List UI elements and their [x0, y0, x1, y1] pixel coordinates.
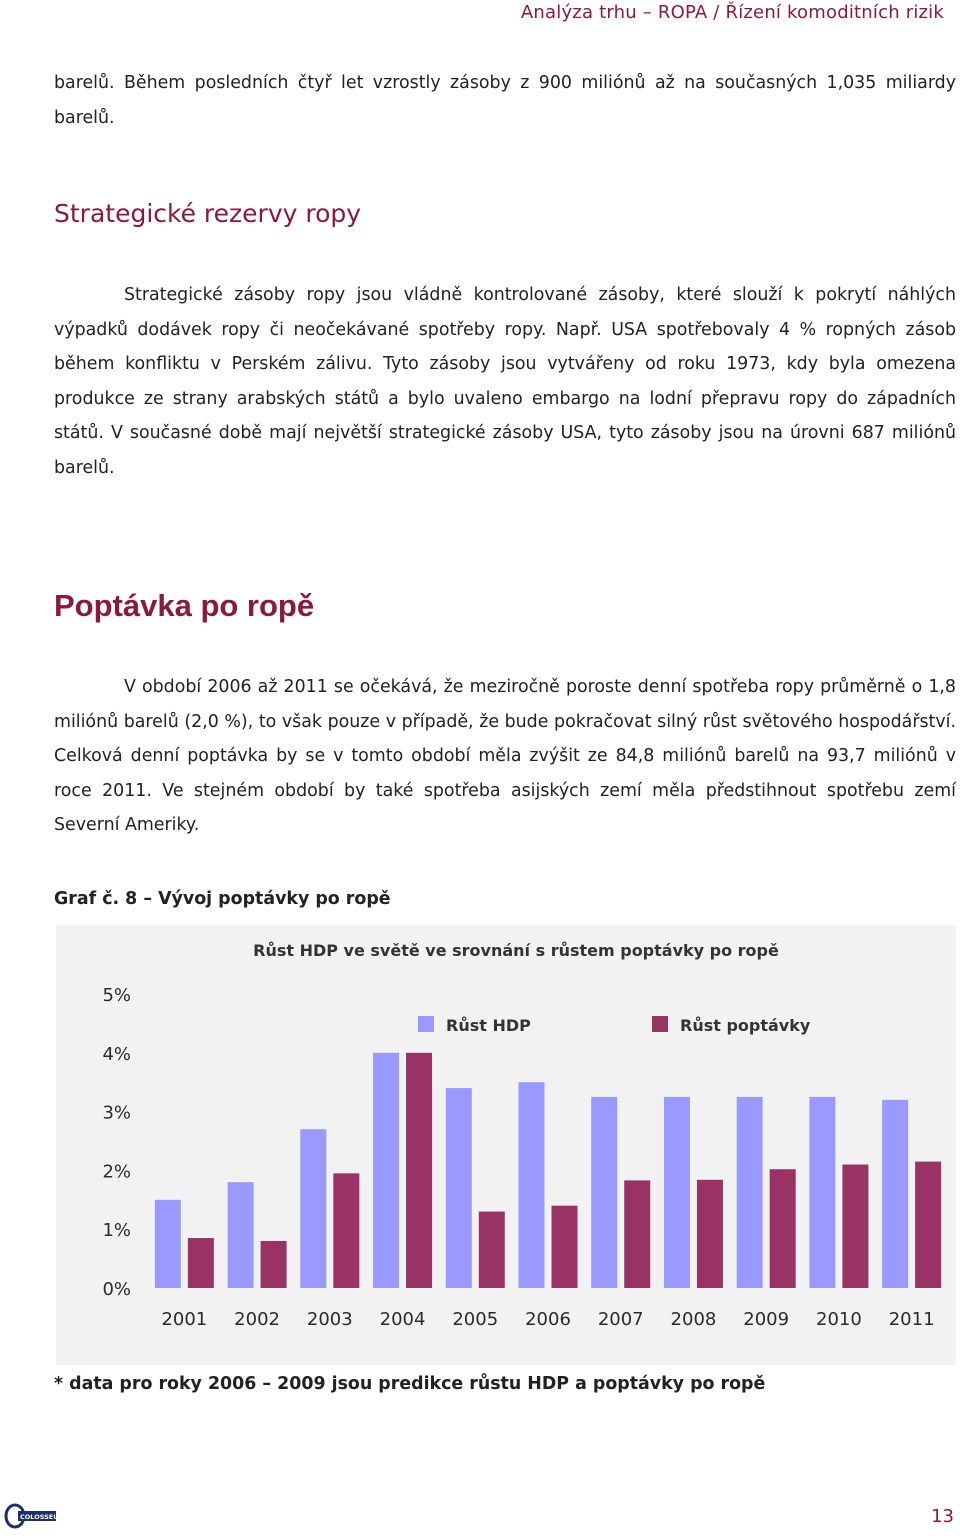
x-tick-label: 2005 — [452, 1309, 499, 1330]
figure-footnote: * data pro roky 2006 – 2009 jsou predikce růstu HDP a poptávky po ropě — [54, 1374, 766, 1394]
demand-paragraph: V období 2006 až 2011 se očekává, že meziročně poroste denní spotřeba ropy průměrně o 1,8 miliónů barelů (2,0 %), to však pouze v případě, že bude pokračovat silný růst světového hospodářství. Celková denní poptávka by se v tomto období měla zvýšit ze 84,8 miliónů barelů na 93,7 miliónů v roce 2011. Ve stejném období by také spotřeba asijských zemí měla předstihnout spotřebu zemí Severní Ameriky. — [54, 677, 956, 836]
bar-poptavka-2011 — [915, 1162, 941, 1288]
intro-paragraph: barelů. Během posledních čtyř let vzrostly zásoby z 900 miliónů až na současných 1,035 miliardy barelů. — [54, 73, 956, 128]
section-heading-reserves: Strategické rezervy ropy — [54, 199, 362, 228]
bar-poptavka-2009 — [770, 1169, 796, 1288]
bar-hdp-2007 — [591, 1097, 617, 1288]
bar-hdp-2002 — [228, 1182, 254, 1288]
x-tick-label: 2007 — [597, 1309, 644, 1330]
x-tick-label: 2006 — [525, 1309, 571, 1330]
chart-title: Růst HDP ve světě ve srovnání s růstem poptávky po ropě — [253, 941, 779, 960]
x-tick-label: 2004 — [379, 1309, 426, 1330]
x-tick-label: 2011 — [888, 1309, 935, 1330]
y-tick-label: 4% — [102, 1043, 131, 1065]
logo-text: COLOSSEUM — [20, 1513, 65, 1521]
y-tick-label: 1% — [102, 1220, 131, 1242]
bar-hdp-2011 — [882, 1100, 908, 1288]
bar-poptavka-2005 — [479, 1212, 505, 1288]
header-title: Analýza trhu – ROPA / Řízení komoditních rizik — [520, 2, 944, 23]
page-number: 13 — [931, 1506, 954, 1527]
x-tick-label: 2009 — [743, 1309, 790, 1330]
y-tick-label: 2% — [102, 1161, 131, 1183]
bar-hdp-2004 — [373, 1053, 399, 1288]
bar-hdp-2010 — [809, 1097, 835, 1288]
bar-hdp-2009 — [737, 1097, 763, 1288]
legend-swatch-1 — [418, 1016, 434, 1032]
bar-chart — [56, 925, 956, 1365]
bar-poptavka-2006 — [552, 1206, 578, 1288]
x-tick-label: 2001 — [161, 1309, 208, 1330]
bar-poptavka-2010 — [842, 1165, 868, 1288]
x-tick-label: 2003 — [306, 1309, 353, 1330]
chart-container — [56, 925, 956, 1365]
bar-hdp-2006 — [519, 1082, 545, 1288]
y-tick-label: 3% — [102, 1102, 131, 1124]
bar-poptavka-2004 — [406, 1053, 432, 1288]
bar-poptavka-2002 — [261, 1241, 287, 1288]
section-heading-demand: Poptávka po ropě — [54, 588, 315, 623]
legend-swatch-2 — [652, 1016, 668, 1032]
legend-label-2: Růst poptávky — [680, 1016, 811, 1035]
bar-hdp-2003 — [300, 1129, 326, 1288]
colosseum-logo — [4, 1502, 65, 1530]
x-tick-label: 2010 — [816, 1309, 862, 1330]
bar-poptavka-2007 — [624, 1180, 650, 1288]
bar-poptavka-2003 — [333, 1173, 359, 1288]
bar-poptavka-2008 — [697, 1180, 723, 1288]
bar-poptavka-2001 — [188, 1238, 214, 1288]
x-tick-label: 2002 — [234, 1309, 280, 1330]
x-tick-label: 2008 — [670, 1309, 717, 1330]
bar-hdp-2008 — [664, 1097, 690, 1288]
bar-hdp-2005 — [446, 1088, 472, 1288]
legend-label-1: Růst HDP — [446, 1016, 531, 1035]
reserves-paragraph: Strategické zásoby ropy jsou vládně kontrolované zásoby, které slouží k pokrytí náhlých výpadků dodávek ropy či neočekávané spotřeby ropy. Např. USA spotřebovaly 4 % ropných zásob během konfliktu v Perském zálivu. Tyto zásoby jsou vytvářeny od roku 1973, kdy byla omezena produkce ze strany arabských států a bylo uvaleno embargo na lodní přepravu ropy do západních států. V současné době mají největší strategické zásoby USA, tyto zásoby jsou na úrovni 687 miliónů barelů. — [54, 285, 956, 478]
bar-hdp-2001 — [155, 1200, 181, 1288]
figure-caption: Graf č. 8 – Vývoj poptávky po ropě — [54, 889, 391, 909]
y-tick-label: 0% — [102, 1279, 131, 1300]
y-tick-label: 5% — [102, 985, 131, 1006]
